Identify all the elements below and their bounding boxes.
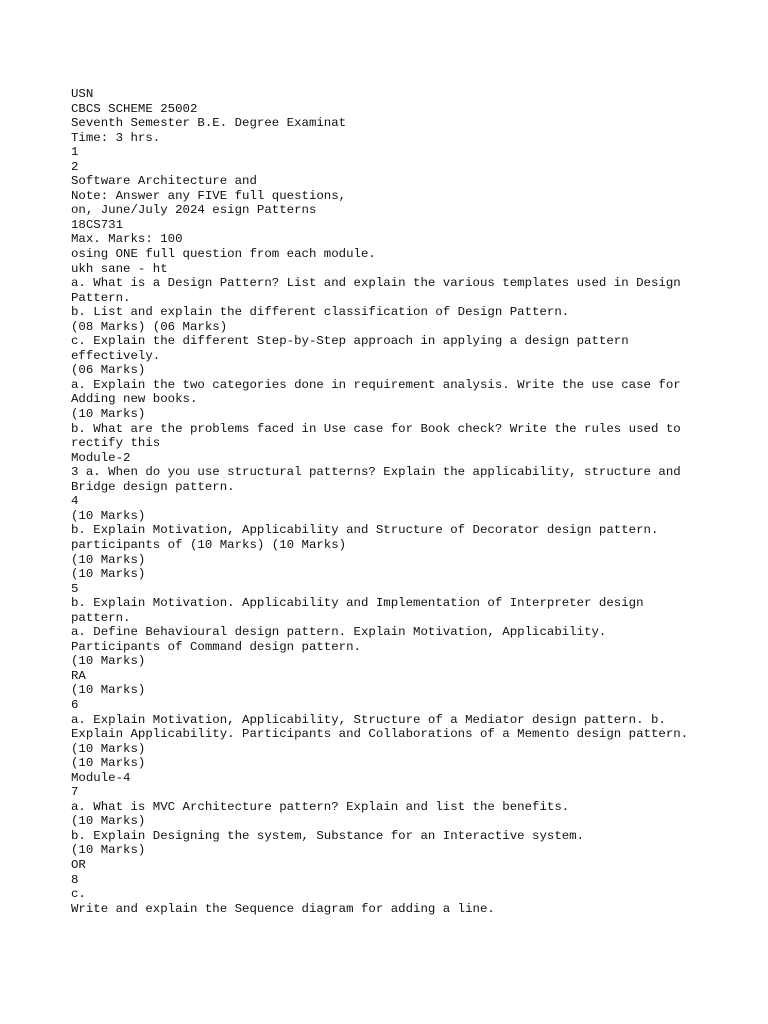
- text-line: (10 Marks): [71, 567, 146, 582]
- text-line: 18CS731: [71, 217, 124, 232]
- text-line: 8: [71, 872, 79, 887]
- text-line: pattern.: [71, 610, 131, 625]
- text-line: rectify this: [71, 436, 161, 451]
- text-line: b. Explain Motivation, Applicability and Structure of Decorator design pattern.: [71, 523, 659, 538]
- text-line: (10 Marks): [71, 843, 146, 858]
- text-line: Module-4: [71, 770, 131, 785]
- text-line: 5: [71, 581, 79, 596]
- text-line: (10 Marks): [71, 741, 146, 756]
- text-line: a. What is a Design Pattern? List and explain the various templates used in Design: [71, 276, 681, 291]
- text-line: Time: 3 hrs.: [71, 130, 161, 145]
- text-line: (10 Marks): [71, 508, 146, 523]
- text-line: (08 Marks) (06 Marks): [71, 319, 228, 334]
- text-line: Max. Marks: 100: [71, 232, 183, 247]
- text-line: on, June/July 2024 esign Patterns: [71, 203, 317, 218]
- text-line: RA: [71, 668, 86, 683]
- text-line: b. List and explain the different classification of Design Pattern.: [71, 305, 570, 320]
- text-line: 6: [71, 697, 79, 712]
- text-line: CBCS SCHEME 25002: [71, 101, 198, 116]
- text-line: a. What is MVC Architecture pattern? Explain and list the benefits.: [71, 799, 570, 814]
- text-line: c. Explain the different Step-by-Step approach in applying a design pattern: [71, 334, 629, 349]
- text-line: a. Define Behavioural design pattern. Explain Motivation, Applicability.: [71, 625, 607, 640]
- text-line: Note: Answer any FIVE full questions,: [71, 188, 347, 203]
- text-line: USN: [71, 87, 94, 101]
- text-line: b. Explain Designing the system, Substance for an Interactive system.: [71, 828, 585, 843]
- text-line: (10 Marks): [71, 654, 146, 669]
- text-line: Adding new books.: [71, 392, 198, 407]
- text-line: (10 Marks): [71, 683, 146, 698]
- text-line: Write and explain the Sequence diagram for adding a line.: [71, 901, 495, 916]
- text-line: effectively.: [71, 348, 161, 363]
- text-line: (06 Marks): [71, 363, 146, 378]
- text-line: 2: [71, 159, 79, 174]
- text-line: (10 Marks): [71, 407, 146, 422]
- text-line: b. Explain Motivation. Applicability and Implementation of Interpreter design: [71, 596, 644, 611]
- text-line: Pattern.: [71, 290, 131, 305]
- text-line: participants of (10 Marks) (10 Marks): [71, 537, 347, 552]
- text-line: (10 Marks): [71, 756, 146, 771]
- text-line: osing ONE full question from each module.: [71, 247, 376, 262]
- text-line: Software Architecture and: [71, 174, 257, 189]
- text-line: (10 Marks): [71, 552, 146, 567]
- text-line: Explain Applicability. Participants and Collaborations of a Memento design pattern.: [71, 727, 689, 742]
- text-line: 4: [71, 494, 79, 509]
- text-line: Module-2: [71, 450, 131, 465]
- text-line: a. Explain Motivation, Applicability, Structure of a Mediator design pattern. b.: [71, 712, 666, 727]
- text-line: (10 Marks): [71, 814, 146, 829]
- document-body: [71, 87, 711, 916]
- text-line: c.: [71, 887, 86, 902]
- text-line: OR: [71, 857, 86, 872]
- text-line: 3 a. When do you use structural patterns? Explain the applicability, structure and: [71, 465, 681, 480]
- text-line: a. Explain the two categories done in requirement analysis. Write the use case for: [71, 377, 681, 392]
- text-line: 7: [71, 785, 79, 800]
- text-line: 1: [71, 145, 79, 160]
- text-line: b. What are the problems faced in Use case for Book check? Write the rules used to: [71, 421, 681, 436]
- text-line: Seventh Semester B.E. Degree Examinat: [71, 116, 347, 131]
- text-line: Bridge design pattern.: [71, 479, 235, 494]
- text-line: ukh sane - ht: [71, 261, 168, 276]
- text-line: Participants of Command design pattern.: [71, 639, 361, 654]
